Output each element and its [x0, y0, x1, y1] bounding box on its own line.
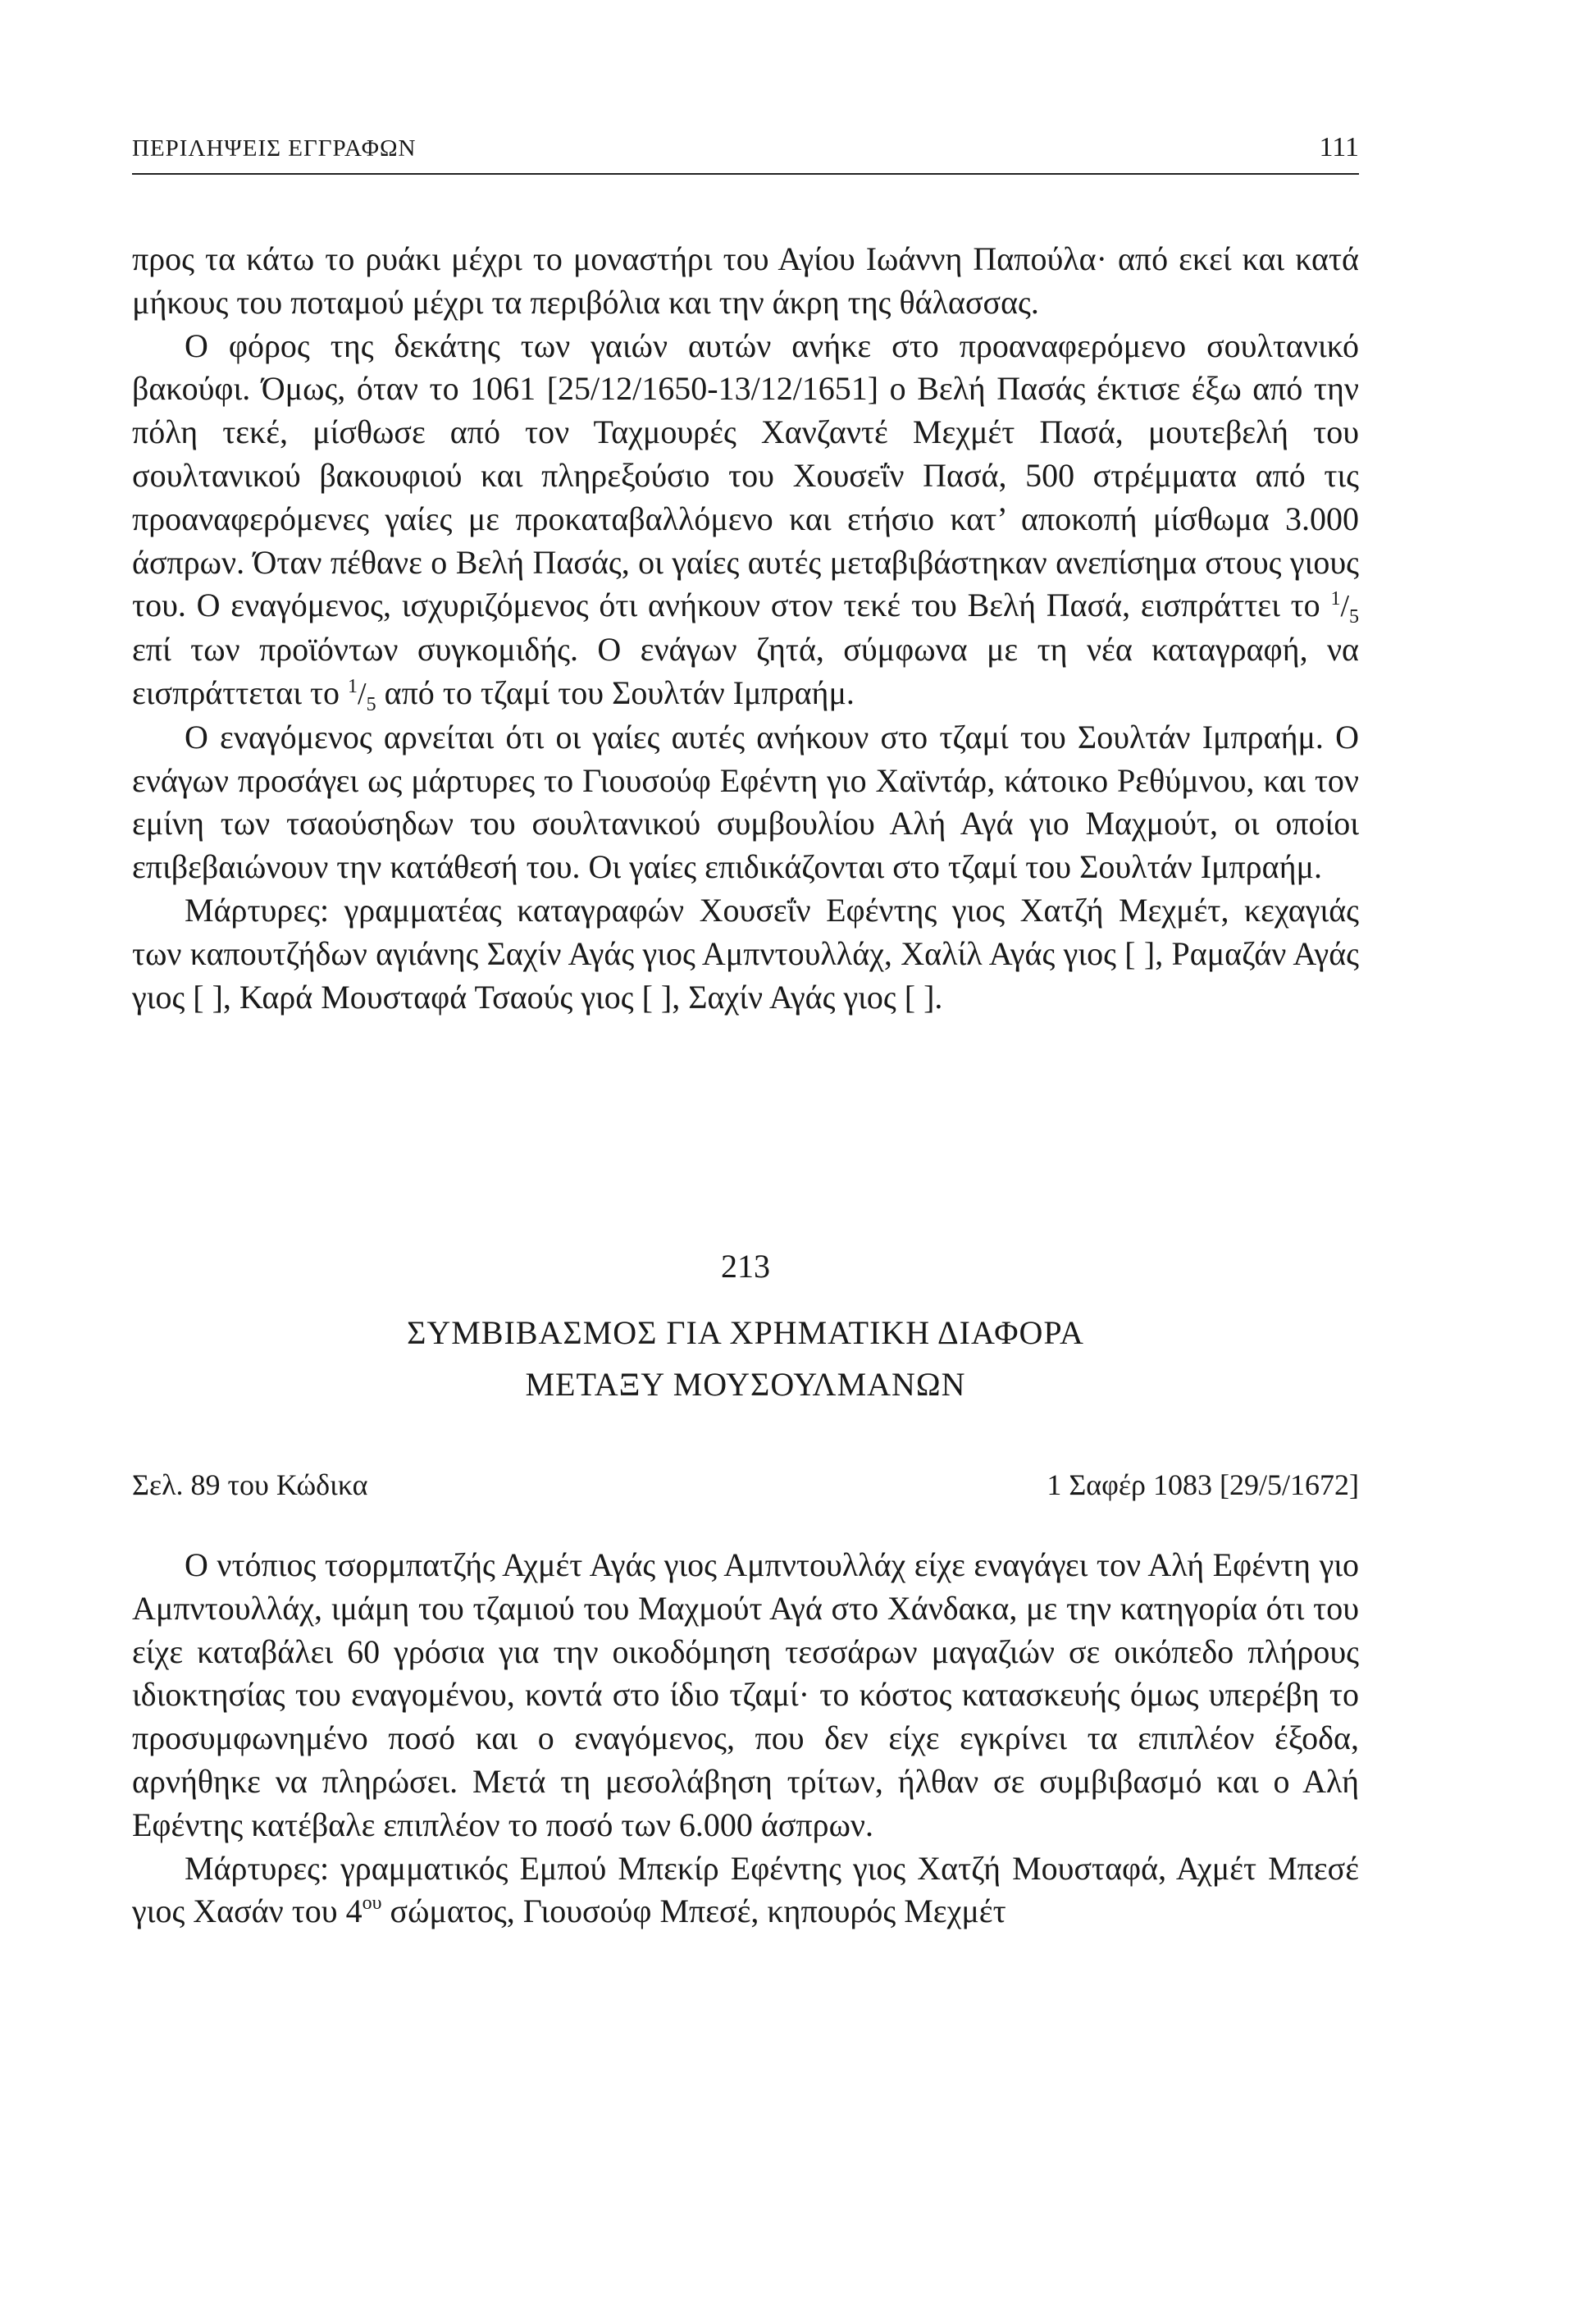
witnesses-paragraph: Μάρτυρες: γραμματέας καταγραφών Χουσεΐν Εφέντης γιος Χατζή Μεχμέτ, κεχαγιάς των καπουτζήδων αγιάνης Σαχίν Αγάς γιος Αμπντουλλάχ, Χαλίλ Αγάς γιος [ ], Ραμαζάν Αγάς γιος [ ], Καρά Μουσταφά Τσαούς γιος [ ], Σαχίν Αγάς γιος [ ]. [132, 891, 1359, 1016]
paragraph: Ο εναγόμενος αρνείται ότι οι γαίες αυτές ανήκουν στο τζαμί του Σουλτάν Ιμπραήμ. Ο ενάγων προσάγει ως μάρτυρες το Γιουσούφ Εφέντη γιο Χαϊντάρ, κάτοικο Ρεθύμνου, και τον εμίνη των τσαούσηδων του σουλτανικού συμβουλίου Αλή Αγά γιο Μαχμούτ, οι οποίοι επιβεβαιώνουν την κατάθεσή του. Οι γαίες επιδικάζονται στο τζαμί του Σουλτάν Ιμπραήμ. [132, 718, 1359, 886]
fraction: $^1/_5$ [1330, 588, 1360, 628]
paragraph-text: επί των προϊόντων συγκομιδής. Ο ενάγων ζητά, σύμφωνα με τη νέα καταγραφή, να εισπράττεται το [132, 631, 1359, 711]
document-title [132, 1307, 1359, 1410]
witnesses-paragraph [132, 1847, 1359, 1934]
document-meta [132, 1463, 1359, 1506]
running-header [132, 127, 1359, 175]
running-title: ΠΕΡΙΛΗΨΕΙΣ ΕΓΓΡΑΦΩΝ [132, 135, 417, 162]
paragraph: Ο ντόπιος τσορμπατζής Αχμέτ Αγάς γιος Αμπντουλλάχ είχε εναγάγει τον Αλή Εφέντη γιο Αμπντουλλάχ, ιμάμη του τζαμιού του Μαχμούτ Αγά στο Χάνδακα, με την κατηγορία ότι του είχε καταβάλει 60 γρόσια για την οικοδόμηση τεσσάρων μαγαζιών σε οικόπεδο πλήρους ιδιοκτησίας του εναγομένου, κοντά στο ίδιο τζαμί· το κόστος κατασκευής όμως υπερέβη το προσυμφωνημένο ποσό και ο εναγόμενος, που δεν είχε εγκρίνει τα επιπλέον έξοδα, αρνήθηκε να πληρώσει. Μετά τη μεσολάβηση τρίτων, ήλθαν σε συμβιβασμό και ο Αλή Εφέντης κατέβαλε επιπλέον το ποσό των 6.000 άσπρων. [132, 1546, 1359, 1843]
page-number: 111 [1319, 132, 1359, 162]
paragraph-text: σώματος, Γιουσούφ Μπεσέ, κηπουρός Μεχμέτ [390, 1893, 1006, 1930]
title-line: ΜΕΤΑΞΥ ΜΟΥΣΟΥΛΜΑΝΩΝ [525, 1366, 966, 1403]
source-reference: Σελ. 89 του Κώδικα [132, 1468, 368, 1501]
paragraph [132, 325, 1359, 716]
document-number: 213 [721, 1248, 770, 1285]
continued-text [132, 238, 1359, 1019]
fraction: $^1/_5$ [348, 675, 376, 715]
ordinal-suffix: ου [362, 1893, 382, 1915]
paragraph-text: Μάρτυρες: γραμματικός Εμπού Μπεκίρ Εφέντης γιος Χατζή Μουσταφά, Αχμέτ Μπεσέ γιος Χασάν του 4 [132, 1849, 1359, 1930]
title-line: ΣΥΜΒΙΒΑΣΜΟΣ ΓΙΑ ΧΡΗΜΑΤΙΚΗ ΔΙΑΦΟΡΑ [407, 1314, 1084, 1351]
document-date: 1 Σαφέρ 1083 [29/5/1672] [1047, 1468, 1359, 1501]
paragraph: προς τα κάτω το ρυάκι μέχρι το μοναστήρι του Αγίου Ιωάννη Παπούλα· από εκεί και κατά μήκους του ποταμού μέχρι τα περιβόλια και την άκρη της θάλασσας. [132, 240, 1359, 321]
paragraph-text: Ο φόρος της δεκάτης των γαιών αυτών ανήκε στο προαναφερόμενο σουλτανικό βακούφι. Όμως, όταν το 1061 [25/12/1650-13/12/1651] ο Βελή Πασάς έκτισε έξω από την πόλη τεκέ, μίσθωσε από τον Ταχμουρές Χανζαντέ Μεχμέτ Πασά, μουτεβελή του σουλτανικού βακουφιού και πληρεξούσιο του Χουσεΐν Πασά, 500 στρέμματα από τις προαναφερόμενες γαίες με προκαταβαλλόμενο και ετήσιο κατ’ αποκοπή μίσθωμα 3.000 άσπρων. Όταν πέθανε ο Βελή Πασάς, οι γαίες αυτές μεταβιβάστηκαν ανεπίσημα στους γιους του. Ο εναγόμενος, ισχυριζόμενος ότι ανήκουν στον τεκέ του Βελή Πασά, εισπράττει το [132, 326, 1359, 624]
document-body [132, 1544, 1359, 1934]
paragraph-text: από το τζαμί του Σουλτάν Ιμπραήμ. [384, 673, 855, 711]
